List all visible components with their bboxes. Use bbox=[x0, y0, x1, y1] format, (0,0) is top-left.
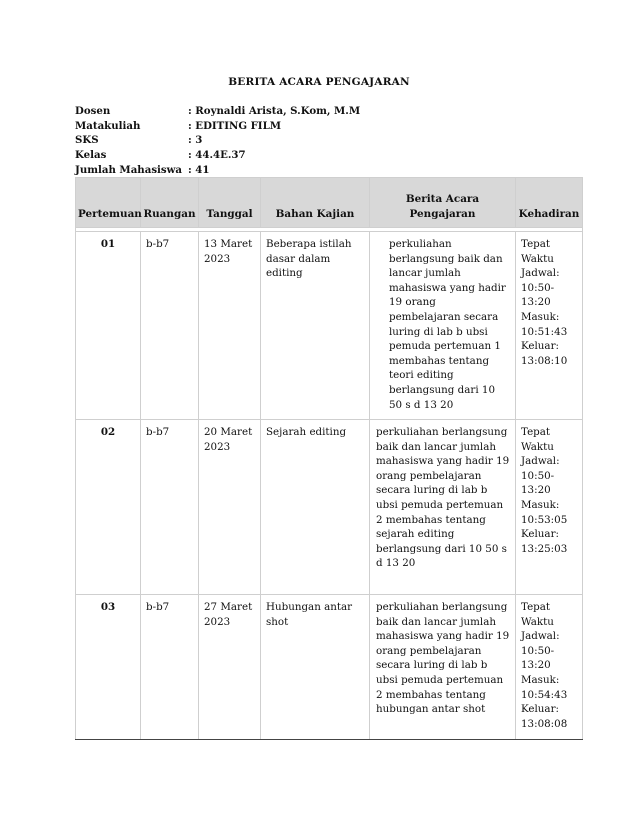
cell-ruangan: b-b7 bbox=[141, 420, 199, 595]
header-ruangan: Ruangan bbox=[141, 178, 199, 228]
cell-berita-acara: perkuliahan berlangsung baik dan lancar jumlah mahasiswa yang hadir 19 orang pembelajaran secara luring di lab b ubsi pemuda pertemuan 2 membahas tentang hubungan antar shot bbox=[370, 595, 516, 740]
table-header-row bbox=[76, 178, 583, 228]
info-row-kelas bbox=[75, 148, 360, 163]
header-pertemuan: Pertemuan bbox=[76, 178, 141, 228]
header-kehadiran: Kehadiran bbox=[516, 178, 583, 228]
info-label: Matakuliah bbox=[75, 119, 141, 132]
info-value: : 44.4E.37 bbox=[188, 149, 246, 162]
table-row bbox=[76, 595, 583, 740]
table-row bbox=[76, 420, 583, 595]
cell-ruangan: b-b7 bbox=[141, 232, 199, 420]
cell-berita-acara bbox=[370, 232, 516, 420]
cell-bahan-kajian: Hubungan antar shot bbox=[261, 595, 370, 740]
cell-pertemuan: 03 bbox=[76, 595, 141, 740]
cell-tanggal: 13 Maret 2023 bbox=[199, 232, 261, 420]
cell-kehadiran: Tepat Waktu Jadwal: 10:50- 13:20 Masuk: 10:54:43 Keluar: 13:08:08 bbox=[516, 595, 583, 740]
cell-tanggal: 27 Maret 2023 bbox=[199, 595, 261, 740]
cell-bahan-kajian: Sejarah editing bbox=[261, 420, 370, 595]
table-row bbox=[76, 232, 583, 420]
cell-berita-acara: perkuliahan berlangsung baik dan lancar jumlah mahasiswa yang hadir 19 orang pembelajaran secara luring di lab b ubsi pemuda pertemuan 2 membahas tentang sejarah editing berlangsung dari 10 50 s d 13 20 bbox=[370, 420, 516, 595]
info-value: : Roynaldi Arista, S.Kom, M.M bbox=[188, 105, 361, 117]
info-row-jumlah-mahasiswa bbox=[75, 163, 360, 178]
info-label: Kelas bbox=[75, 149, 107, 162]
header-tanggal: Tanggal bbox=[199, 178, 261, 228]
info-value: : 41 bbox=[188, 163, 210, 176]
cell-tanggal: 20 Maret 2023 bbox=[199, 420, 261, 595]
header-berita-acara: Berita Acara Pengajaran bbox=[370, 178, 516, 228]
info-label: Jumlah Mahasiswa bbox=[75, 163, 183, 176]
info-row-matakuliah bbox=[75, 119, 360, 134]
attendance-table bbox=[75, 177, 583, 740]
info-row-dosen bbox=[75, 104, 360, 119]
info-value: : 3 bbox=[188, 134, 203, 147]
cell-pertemuan: 02 bbox=[76, 420, 141, 595]
info-row-sks bbox=[75, 133, 360, 148]
document-title: BERITA ACARA PENGAJARAN bbox=[228, 76, 410, 88]
cell-bahan-kajian: Beberapa istilah dasar dalam editing bbox=[261, 232, 370, 420]
cell-ruangan: b-b7 bbox=[141, 595, 199, 740]
header-bahan-kajian: Bahan Kajian bbox=[261, 178, 370, 228]
info-label: SKS bbox=[75, 134, 99, 147]
course-info bbox=[75, 104, 360, 177]
cell-kehadiran: Tepat Waktu Jadwal: 10:50- 13:20 Masuk: 10:51:43 Keluar: 13:08:10 bbox=[516, 232, 583, 420]
cell-pertemuan: 01 bbox=[76, 232, 141, 420]
info-label: Dosen bbox=[75, 105, 111, 117]
info-value: : EDITING FILM bbox=[188, 119, 282, 132]
berita-text: perkuliahan berlangsung baik dan lancar jumlah mahasiswa yang hadir 19 orang pembelajaran secara luring di lab b ubsi pemuda pertemuan 1 membahas tentang teori editing berlangsung dari 10 50 s d 13 20 bbox=[389, 238, 506, 411]
cell-kehadiran: Tepat Waktu Jadwal: 10:50- 13:20 Masuk: 10:53:05 Keluar: 13:25:03 bbox=[516, 420, 583, 595]
